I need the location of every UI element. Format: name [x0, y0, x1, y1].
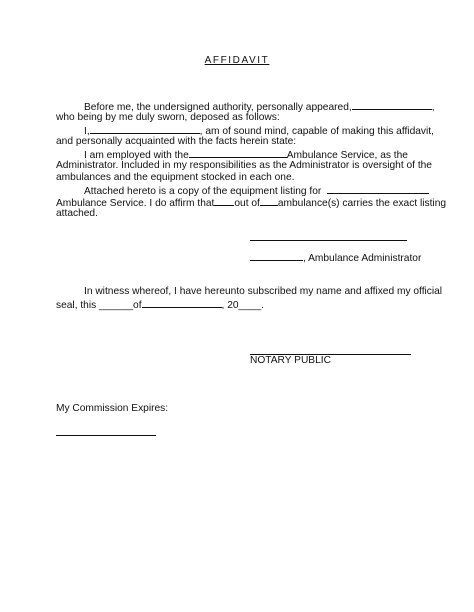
- witness-line-1: In witness whereof, I have hereunto subscribed my name and affixed my official: [84, 286, 443, 297]
- month-blank[interactable]: [142, 298, 222, 308]
- paragraph-employment-line-2: Administrator. Included in my responsibilities as the Administrator is oversight of the: [56, 160, 432, 171]
- text: seal, this ______of: [56, 300, 142, 311]
- text: Ambulance Service. I do affirm that: [56, 198, 215, 209]
- text: Attached hereto is a copy of the equipment listing for: [84, 186, 322, 197]
- affidavit-title: AFFIDAVIT: [204, 55, 270, 66]
- text: , Ambulance Administrator: [303, 253, 422, 264]
- administrator-signature-row: [250, 251, 421, 266]
- text: , 20____.: [221, 300, 265, 311]
- ambulance-total-blank[interactable]: [260, 196, 278, 206]
- ambulance-service-blank[interactable]: [189, 148, 287, 158]
- commission-label: My Commission Expires:: [56, 403, 169, 414]
- text: ambulance(s) carries the exact listing: [277, 198, 447, 209]
- equipment-service-blank[interactable]: [327, 184, 429, 194]
- notary-public-label: NOTARY PUBLIC: [250, 355, 331, 366]
- text: I,: [84, 126, 90, 137]
- paragraph-equipment-line-3: attached.: [56, 208, 98, 219]
- paragraph-employment-line-3: ambulances and the equipment stocked in each one.: [56, 172, 295, 183]
- identity-name-blank[interactable]: [90, 124, 200, 134]
- text: ,: [431, 102, 435, 113]
- commission-expiry-line[interactable]: [56, 435, 156, 436]
- text: I am employed with the: [84, 150, 189, 161]
- witness-line-2: [56, 298, 264, 313]
- text: Before me, the undersigned authority, personally appeared,: [84, 102, 352, 113]
- text: out of: [234, 198, 260, 209]
- affiant-name-blank[interactable]: [352, 100, 432, 110]
- paragraph-equipment-line-2: [56, 196, 446, 211]
- signature-line[interactable]: [250, 240, 407, 241]
- text: Ambulance Service, as the: [286, 150, 408, 161]
- text: , am of sound mind, capable of making this affidavit,: [199, 126, 434, 137]
- administrator-name-blank[interactable]: [250, 251, 303, 261]
- paragraph-identity-line-2: and personally acquainted with the facts herein state:: [56, 136, 297, 147]
- paragraph-appearance-line-2: who being by me duly sworn, deposed as follows:: [56, 112, 280, 123]
- ambulance-count-blank[interactable]: [214, 196, 234, 206]
